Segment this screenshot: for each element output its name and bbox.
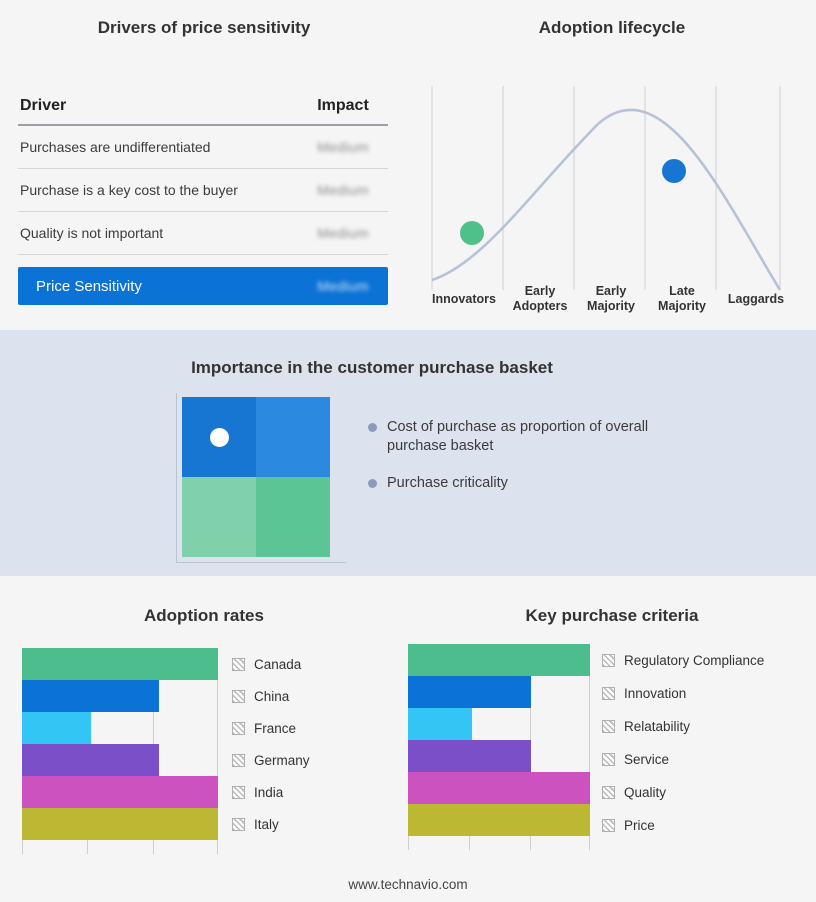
driver-name: Purchase is a key cost to the buyer	[20, 182, 238, 198]
summary-label: Price Sensitivity	[36, 277, 142, 295]
bar-row	[22, 776, 218, 808]
bar-price	[408, 804, 590, 836]
legend-label: Purchase criticality	[387, 475, 508, 491]
bar-row	[408, 708, 590, 740]
bar-china	[22, 680, 159, 712]
bar-row	[408, 772, 590, 804]
legend-item	[232, 744, 310, 776]
legend-label: Price	[624, 817, 655, 833]
bar-quality	[408, 772, 590, 804]
table-header	[18, 88, 388, 126]
column-header-driver: Driver	[20, 97, 67, 114]
table-row	[18, 212, 388, 255]
key-criteria-chart	[408, 644, 590, 850]
bar-regulatory-compliance	[408, 644, 590, 676]
legend-label: Italy	[254, 816, 279, 832]
innovators-marker	[460, 221, 484, 245]
pattern-swatch-icon	[232, 754, 245, 767]
key-criteria-title: Key purchase criteria	[525, 606, 699, 625]
pattern-swatch-icon	[232, 690, 245, 703]
table-row	[18, 169, 388, 212]
bar-germany	[22, 744, 159, 776]
legend-item	[232, 712, 296, 744]
stage-label-late-majority: Late Majority	[658, 284, 706, 313]
legend-item	[368, 418, 668, 456]
pattern-swatch-icon	[232, 786, 245, 799]
bar-row	[22, 808, 218, 840]
adoption-rates-chart	[22, 648, 218, 854]
matrix-legend	[368, 418, 668, 511]
adoption-rates-title: Adoption rates	[144, 606, 264, 625]
bar-india	[22, 776, 218, 808]
legend-label: Canada	[254, 656, 302, 672]
basket-title: Importance in the customer purchase basket	[191, 358, 553, 377]
late-majority-marker	[662, 159, 686, 183]
matrix-position-marker	[210, 428, 229, 447]
legend-label: Quality	[624, 784, 667, 800]
lifecycle-stage-labels	[424, 270, 796, 318]
bar-row	[408, 676, 590, 708]
legend-item	[602, 743, 669, 775]
pattern-swatch-icon	[602, 654, 615, 667]
stage-label-laggards: Laggards	[727, 292, 785, 306]
bullet-icon	[368, 423, 377, 432]
legend-label: Service	[624, 751, 670, 767]
matrix-quadrant-bottom-left	[182, 477, 256, 557]
pattern-swatch-icon	[232, 818, 245, 831]
bar-service	[408, 740, 531, 772]
stage-label-early-majority: Early Majority	[587, 284, 635, 313]
legend-item	[602, 809, 655, 841]
bullet-icon	[368, 479, 377, 488]
bar-row	[408, 644, 590, 676]
legend-item	[232, 648, 301, 680]
legend-label: India	[254, 784, 284, 800]
legend-label: Cost of purchase as proportion of overall purchase basket	[387, 419, 649, 454]
bar-canada	[22, 648, 218, 680]
legend-item	[232, 808, 279, 840]
summary-impact: Medium	[317, 278, 369, 294]
matrix-x-axis	[176, 562, 346, 563]
footer-url: www.technavio.com	[348, 877, 468, 892]
drivers-title: Drivers of price sensitivity	[97, 18, 311, 37]
bar-france	[22, 712, 91, 744]
bar-innovation	[408, 676, 531, 708]
legend-label: Germany	[254, 752, 310, 768]
table-row	[18, 126, 388, 169]
driver-impact: Medium	[317, 139, 369, 155]
legend-label: France	[254, 720, 297, 736]
lifecycle-title: Adoption lifecycle	[538, 18, 686, 37]
driver-name: Purchases are undifferentiated	[20, 139, 211, 155]
pattern-swatch-icon	[232, 658, 245, 671]
driver-impact: Medium	[317, 182, 369, 198]
driver-name: Quality is not important	[20, 225, 164, 241]
pattern-swatch-icon	[602, 819, 615, 832]
pattern-swatch-icon	[602, 786, 615, 799]
bar-row	[408, 740, 590, 772]
column-header-impact: Impact	[317, 97, 369, 114]
driver-impact: Medium	[317, 225, 369, 241]
bar-italy	[22, 808, 218, 840]
bar-row	[22, 680, 218, 712]
stage-label-innovators: Innovators	[432, 292, 496, 306]
legend-label: Regulatory Compliance	[624, 652, 765, 668]
pattern-swatch-icon	[232, 722, 245, 735]
matrix-quadrant-top-right	[256, 397, 330, 477]
legend-label: Relatability	[624, 718, 691, 734]
bar-row	[408, 804, 590, 836]
pattern-swatch-icon	[602, 720, 615, 733]
bar-relatability	[408, 708, 472, 740]
legend-item	[602, 776, 666, 808]
matrix-quadrant-top-left	[182, 397, 256, 477]
legend-item	[602, 677, 686, 709]
bar-row	[22, 648, 218, 680]
matrix-quadrant-bottom-right	[256, 477, 330, 557]
legend-item	[368, 474, 668, 493]
legend-item	[602, 644, 764, 676]
pattern-swatch-icon	[602, 753, 615, 766]
legend-label: Innovation	[624, 685, 687, 701]
bar-row	[22, 712, 218, 744]
legend-label: China	[254, 688, 290, 704]
bar-row	[22, 744, 218, 776]
price-sensitivity-summary-row	[18, 267, 388, 305]
stage-label-early-adopters: Early Adopters	[512, 284, 568, 313]
legend-item	[602, 710, 690, 742]
legend-item	[232, 680, 289, 712]
price-sensitivity-section	[0, 0, 816, 330]
legend-item	[232, 776, 283, 808]
drivers-table	[18, 88, 388, 305]
pattern-swatch-icon	[602, 687, 615, 700]
purchase-basket-matrix	[182, 397, 330, 557]
matrix-y-axis	[176, 393, 177, 563]
